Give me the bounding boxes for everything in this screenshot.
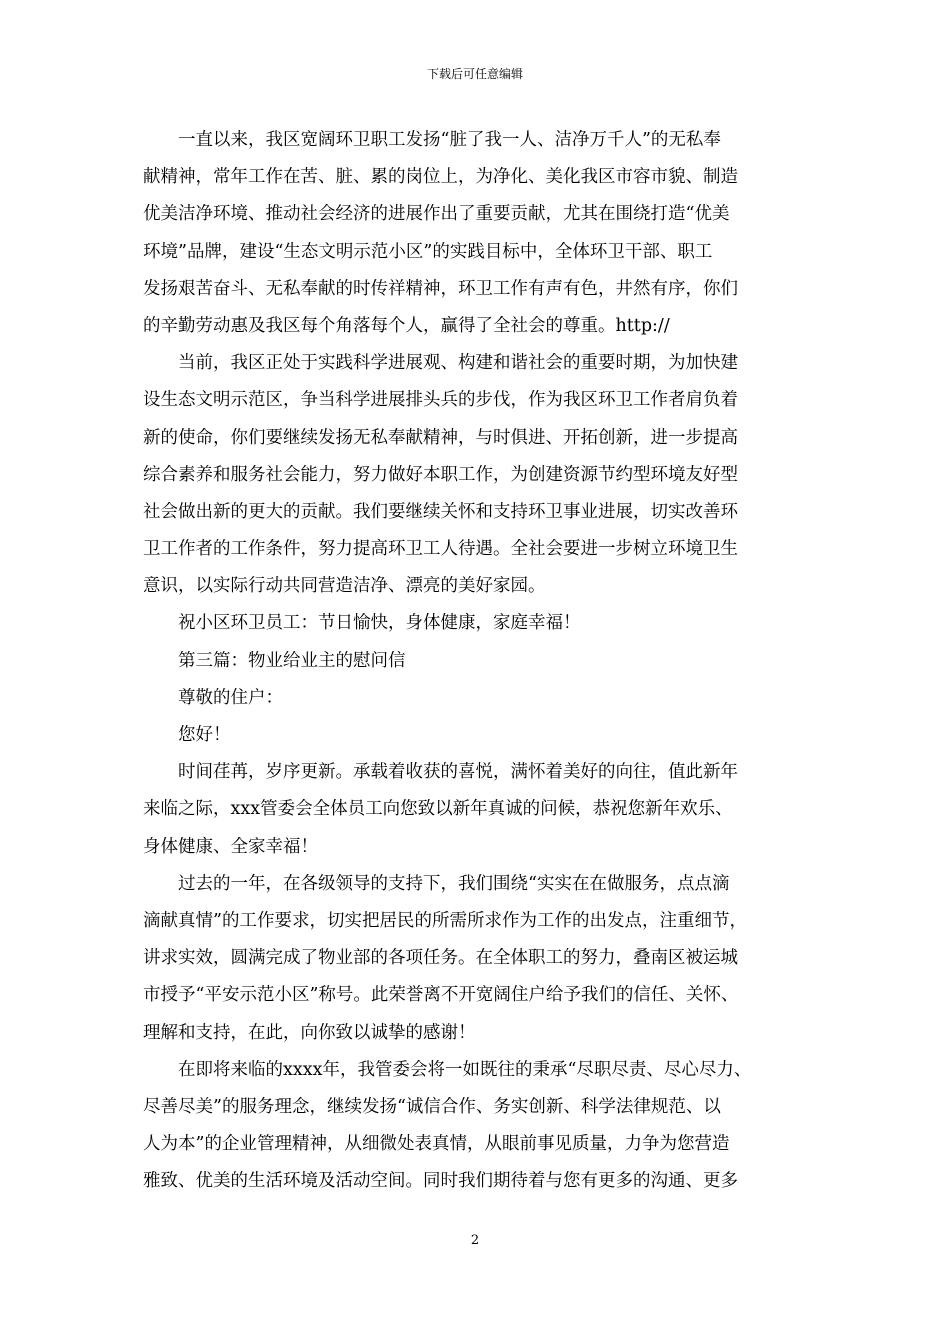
text-line: 献精神，常年工作在苦、脏、累的岗位上，为净化、美化我区市容市貌、制造 (143, 167, 738, 188)
text-line: 在即将来临的xxxx年，我管委会将一如既往的秉承“尽职尽责、尽心尽力、 (143, 1059, 752, 1080)
text-line: 市授予“平安示范小区”称号。此荣誉离不开宽阔住户给予我们的信任、关怀、 (143, 985, 739, 1006)
text-line: 发扬艰苦奋斗、无私奉献的时传祥精神，环卫工作有声有色，井然有序，你们 (143, 278, 738, 299)
text-line: 身体健康、全家幸福！ (143, 836, 318, 857)
text-line: 意识，以实际行动共同营造洁净、漂亮的美好家园。 (143, 576, 546, 597)
document-body (143, 122, 809, 1200)
text-line: 当前，我区正处于实践科学进展观、构建和谐社会的重要时期，为加快建 (143, 353, 738, 374)
text-line: 祝小区环卫员工：节日愉快，身体健康，家庭幸福！ (143, 613, 581, 634)
text-line: 过去的一年，在各级领导的支持下，我们围绕“实实在在做服务，点点滴 (143, 873, 730, 894)
text-line: 尽善尽美”的服务理念，继续发扬“诚信合作、务实创新、科学法律规范、以 (143, 1096, 721, 1117)
text-line: 环境”品牌，建设“生态文明示范小区”的实践目标中，全体环卫干部、职工 (143, 241, 713, 262)
text-line: 人为本”的企业管理精神，从细微处表真情，从眼前事见质量，力争为您营造 (143, 1134, 730, 1155)
text-line: 一直以来，我区宽阔环卫职工发扬“脏了我一人、洁净万千人”的无私奉 (143, 130, 721, 150)
text-line: 尊敬的住户： (143, 687, 283, 708)
text-line: 您好！ (143, 725, 231, 745)
text-line: 滴献真情”的工作要求，切实把居民的所需所求作为工作的出发点，注重细节， (143, 910, 747, 931)
text-line: 理解和支持，在此，向你致以诚挚的感谢！ (143, 1022, 476, 1043)
page-number: 2 (470, 1233, 480, 1248)
text-line: 的辛勤劳动惠及我区每个角落每个人，赢得了全社会的尊重。http:// (143, 315, 670, 336)
text-line: 社会做出新的更大的贡献。我们要继续关怀和支持环卫事业进展，切实改善环 (143, 501, 738, 522)
text-line: 综合素养和服务社会能力，努力做好本职工作，为创建资源节约型环境友好型 (143, 464, 738, 485)
text-line: 第三篇：物业给业主的慰问信 (143, 650, 406, 671)
text-line: 讲求实效，圆满完成了物业部的各项任务。在全体职工的努力，叠南区被运城 (143, 948, 738, 969)
text-line: 时间荏苒，岁序更新。承载着收获的喜悦，满怀着美好的向往，值此新年 (143, 762, 738, 783)
text-line: 来临之际，xxx管委会全体员工向您致以新年真诚的问候，恭祝您新年欢乐、 (143, 799, 733, 820)
text-line: 优美洁净环境、推动社会经济的进展作出了重要贡献，尤其在围绕打造“优美 (143, 204, 730, 225)
text-line: 雅致、优美的生活环境及活动空间。同时我们期待着与您有更多的沟通、更多 (143, 1171, 738, 1192)
text-line: 卫工作者的工作条件，努力提高环卫工人待遇。全社会要进一步树立环境卫生 (143, 539, 738, 560)
text-line: 设生态文明示范区，争当科学进展排头兵的步伐，作为我区环卫工作者肩负着 (143, 390, 738, 411)
text-line: 新的使命，你们要继续发扬无私奉献精神，与时俱进、开拓创新，进一步提高 (143, 427, 738, 448)
page-header: 下载后可任意编辑 (426, 67, 523, 81)
